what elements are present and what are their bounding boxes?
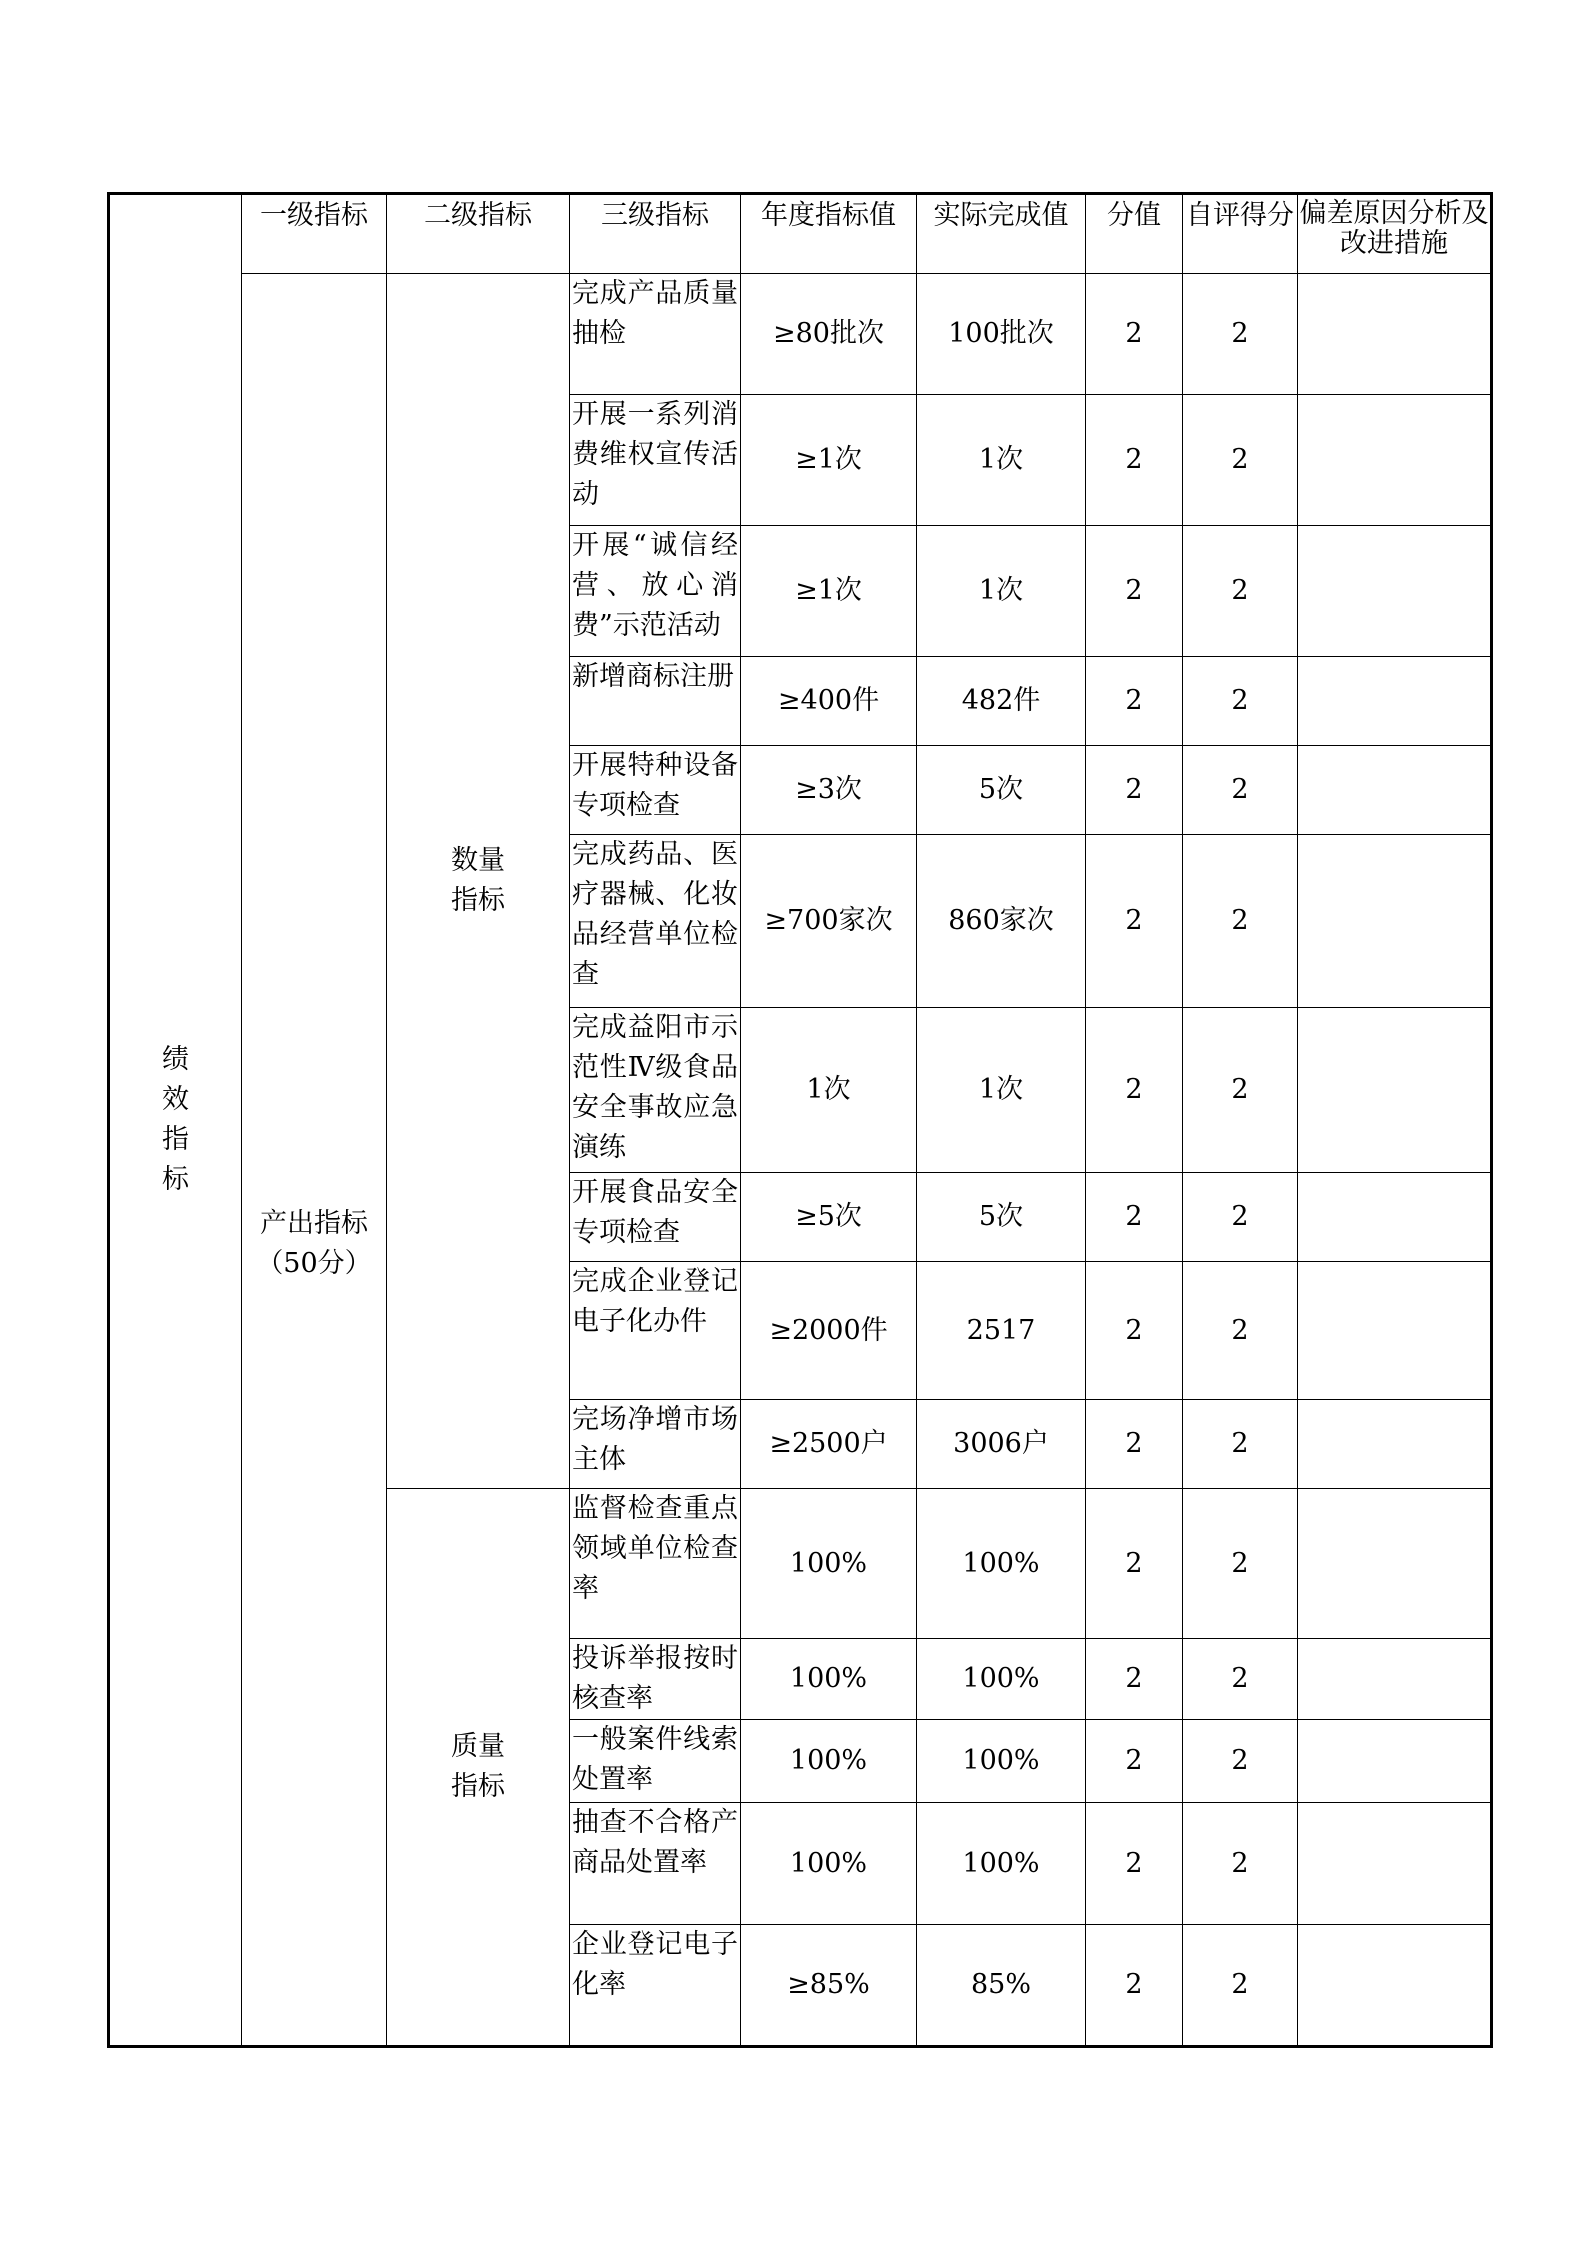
actual-value: 5次 [917,746,1086,835]
level3-indicator-cell [570,1720,741,1803]
self-score-value: 2 [1183,1925,1298,2047]
score-value: 2 [1086,395,1183,526]
level3-indicator-cell [570,746,741,835]
level3-indicator-cell [570,657,741,746]
self-score-value: 2 [1183,746,1298,835]
header-level2: 二级指标 [387,194,570,274]
self-score-value: 2 [1183,1803,1298,1925]
score-value: 2 [1086,526,1183,657]
level3-indicator: 开展一系列消费维权宣传活动 [572,399,738,510]
level3-indicator: 完成益阳市示范性Ⅳ级食品安全事故应急演练 [572,1012,738,1163]
actual-value: 1次 [917,1008,1086,1173]
level3-indicator-cell [570,1262,741,1400]
level3-indicator: 完成药品、医疗器械、化妆品经营单位检查 [572,839,738,990]
annual-target-value: ≥2500户 [741,1400,917,1489]
deviation-cell [1298,1803,1492,1925]
actual-value: 860家次 [917,835,1086,1008]
deviation-cell [1298,657,1492,746]
actual-value: 3006户 [917,1400,1086,1489]
deviation-cell [1298,1400,1492,1489]
level3-indicator: 监督检查重点领域单位检查率 [572,1493,738,1604]
level1-cell [242,274,387,2047]
deviation-cell [1298,1489,1492,1639]
annual-target-value: 100% [741,1489,917,1639]
level3-indicator-cell [570,1925,741,2047]
deviation-cell [1298,274,1492,395]
self-score-value: 2 [1183,835,1298,1008]
annual-target-value: 100% [741,1639,917,1720]
deviation-cell [1298,1173,1492,1262]
annual-target-value: ≥3次 [741,746,917,835]
actual-value: 100% [917,1720,1086,1803]
score-value: 2 [1086,1925,1183,2047]
header-level1: 一级指标 [242,194,387,274]
table-row [109,274,1492,395]
self-score-value: 2 [1183,1008,1298,1173]
header-deviation: 偏差原因分析及改进措施 [1298,194,1492,274]
self-score-value: 2 [1183,1400,1298,1489]
score-value: 2 [1086,1008,1183,1173]
header-level3: 三级指标 [570,194,741,274]
level3-indicator-cell [570,1803,741,1925]
actual-value: 1次 [917,395,1086,526]
level3-indicator-cell [570,1639,741,1720]
deviation-cell [1298,835,1492,1008]
level3-indicator: 投诉举报按时核查率 [572,1643,738,1714]
level3-indicator: 开展“诚信经营、放心消费”示范活动 [572,530,738,641]
header-annual-target: 年度指标值 [741,194,917,274]
self-score-value: 2 [1183,1720,1298,1803]
score-value: 2 [1086,1639,1183,1720]
level3-indicator: 新增商标注册 [572,661,734,692]
annual-target-value: ≥5次 [741,1173,917,1262]
self-score-value: 2 [1183,1262,1298,1400]
level3-indicator: 开展食品安全专项检查 [572,1177,738,1248]
annual-target-value: 1次 [741,1008,917,1173]
score-value: 2 [1086,835,1183,1008]
annual-target-value: ≥1次 [741,395,917,526]
self-score-value: 2 [1183,1639,1298,1720]
deviation-cell [1298,395,1492,526]
score-value: 2 [1086,1400,1183,1489]
level3-indicator: 开展特种设备专项检查 [572,750,738,821]
level3-indicator: 完成产品质量抽检 [572,278,738,349]
deviation-cell [1298,746,1492,835]
self-score-value: 2 [1183,1489,1298,1639]
section-label-cell [109,194,242,2047]
deviation-cell [1298,1639,1492,1720]
deviation-cell [1298,1925,1492,2047]
self-score-value: 2 [1183,526,1298,657]
level1-label-line2: （50分） [256,1247,372,1279]
level3-indicator-cell [570,526,741,657]
annual-target-value: ≥80批次 [741,274,917,395]
level3-indicator: 企业登记电子化率 [572,1929,738,2000]
table-body [109,194,1492,2047]
actual-value: 100% [917,1803,1086,1925]
quality-label-line2: 指标 [451,1771,505,1802]
score-value: 2 [1086,274,1183,395]
level3-indicator: 一般案件线索处置率 [572,1724,738,1795]
actual-value: 100批次 [917,274,1086,395]
score-value: 2 [1086,1262,1183,1400]
actual-value: 100% [917,1489,1086,1639]
score-value: 2 [1086,1803,1183,1925]
level3-indicator-cell [570,835,741,1008]
level3-indicator-cell [570,1400,741,1489]
header-self-score: 自评得分 [1183,194,1298,274]
level1-label [242,1036,386,1284]
score-value: 2 [1086,1720,1183,1803]
quality-label-line1: 质量 [451,1731,505,1762]
level3-indicator-cell [570,1173,741,1262]
score-value: 2 [1086,657,1183,746]
score-value: 2 [1086,746,1183,835]
level3-indicator: 完场净增市场主体 [572,1404,738,1475]
annual-target-value: ≥400件 [741,657,917,746]
level3-indicator: 完成企业登记电子化办件 [572,1266,738,1337]
self-score-value: 2 [1183,274,1298,395]
section-label: 绩效指标 [162,1044,189,1195]
level3-indicator-cell [570,274,741,395]
deviation-cell [1298,526,1492,657]
level1-label-line1: 产出指标 [260,1207,368,1239]
actual-value: 100% [917,1639,1086,1720]
header-row [109,194,1492,274]
self-score-value: 2 [1183,395,1298,526]
actual-value: 85% [917,1925,1086,2047]
score-value: 2 [1086,1173,1183,1262]
annual-target-value: ≥85% [741,1925,917,2047]
level3-indicator-cell [570,1489,741,1639]
level3-indicator-cell [570,395,741,526]
annual-target-value: ≥1次 [741,526,917,657]
deviation-cell [1298,1720,1492,1803]
quantity-label-cell [387,274,570,1489]
actual-value: 1次 [917,526,1086,657]
annual-target-value: ≥700家次 [741,835,917,1008]
quantity-label-line1: 数量 [451,845,505,876]
annual-target-value: 100% [741,1803,917,1925]
header-actual: 实际完成值 [917,194,1086,274]
self-score-value: 2 [1183,657,1298,746]
annual-target-value: 100% [741,1720,917,1803]
level3-indicator-cell [570,1008,741,1173]
level3-indicator: 抽查不合格产商品处置率 [572,1807,738,1878]
actual-value: 5次 [917,1173,1086,1262]
header-score: 分值 [1086,194,1183,274]
quantity-label-line2: 指标 [451,885,505,916]
performance-table-container [107,192,1490,2048]
quality-label-cell [387,1489,570,2047]
actual-value: 482件 [917,657,1086,746]
self-score-value: 2 [1183,1173,1298,1262]
annual-target-value: ≥2000件 [741,1262,917,1400]
actual-value: 2517 [917,1262,1086,1400]
score-value: 2 [1086,1489,1183,1639]
deviation-cell [1298,1262,1492,1400]
performance-indicator-table [107,192,1493,2048]
deviation-cell [1298,1008,1492,1173]
